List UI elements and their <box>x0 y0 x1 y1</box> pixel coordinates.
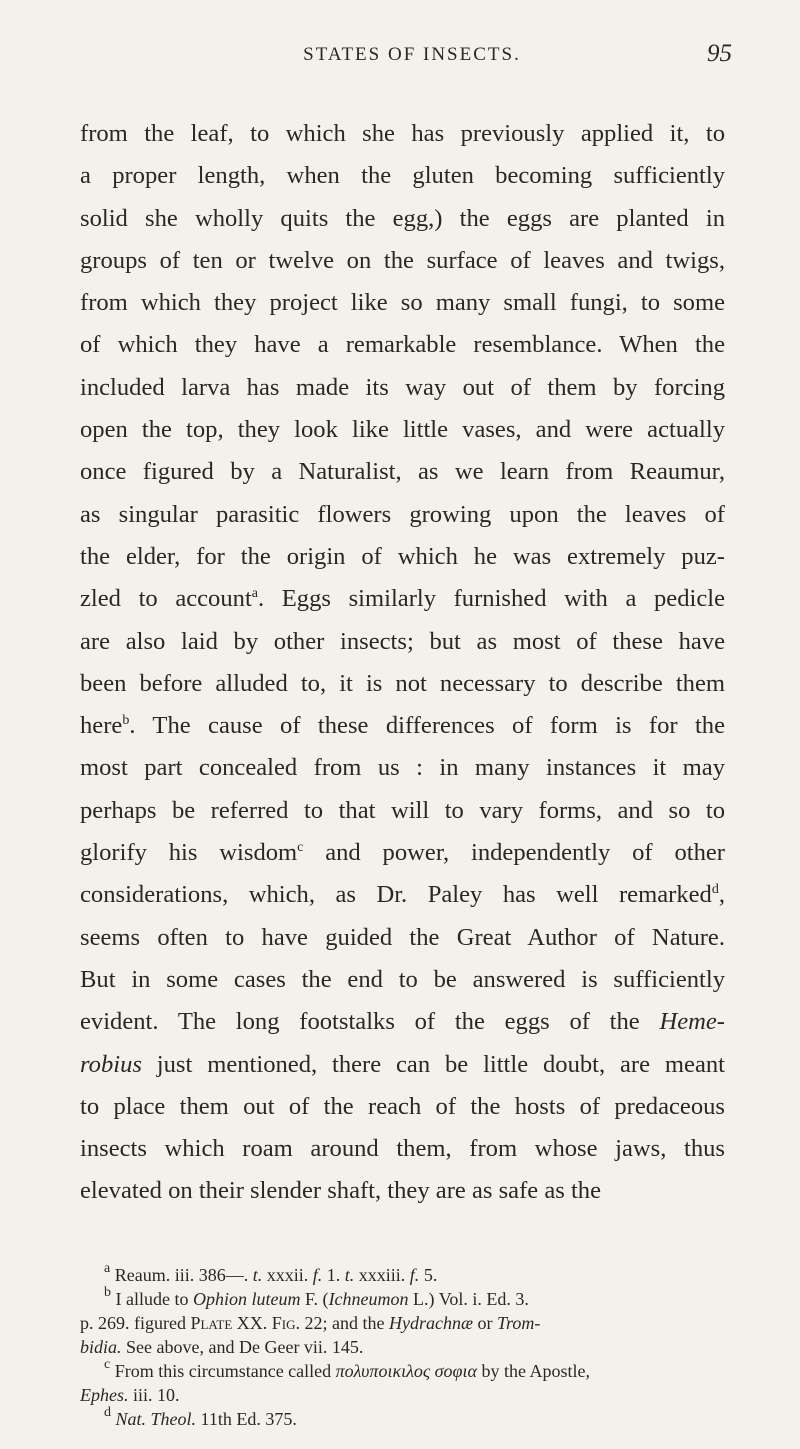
footnote-b: $^b$ I allude to Ophion luteum F. (Ichneumon L.) Vol. i. Ed. 3. <box>104 1285 529 1309</box>
page-header <box>112 40 732 80</box>
body-line <box>80 1001 725 1043</box>
running-head: STATES OF INSECTS. <box>303 44 521 65</box>
body-fragment: zled to account <box>80 585 252 613</box>
body-line <box>80 1044 725 1086</box>
page-number: 95 <box>707 40 732 67</box>
body-fragment: , <box>718 881 725 909</box>
body-line: are also laid by other insects; but as most of these have <box>80 627 725 655</box>
footnote-mark: b <box>104 1285 111 1300</box>
body-line: elevated on their slender shaft, they are as safe as the <box>80 1177 602 1205</box>
body-line: included larva has made its way out of them by forcing <box>80 373 725 401</box>
body-fragment: considerations, which, as Dr. Paley has well remarked <box>80 881 712 909</box>
body-line: from the leaf, to which she has previously applied it, to <box>80 120 725 147</box>
body-line: perhaps be referred to that will to vary forms, and so to <box>80 796 725 824</box>
body-fragment: . The cause of these differences of form is for the <box>129 712 725 740</box>
footnote-c: $^c$ From this circumstance called πολυποικιλος σοφια by the Apostle, <box>104 1357 590 1381</box>
footnote-c-cont: Ephes. iii. 10. <box>80 1385 180 1405</box>
italic-genus: Heme- <box>659 1008 725 1036</box>
body-line <box>80 874 725 916</box>
body-line: to place them out of the reach of the hosts of predaceous <box>80 1092 725 1120</box>
body-line: a proper length, when the gluten becoming sufficiently <box>80 162 725 190</box>
footnote-ref-b[interactable]: b <box>122 713 130 729</box>
footnote-ref-d[interactable]: d <box>711 882 719 898</box>
body-fragment: here <box>80 712 123 740</box>
footnote-ref-c[interactable]: c <box>297 840 304 856</box>
body-line <box>80 832 725 874</box>
footnote-mark: c <box>104 1357 111 1372</box>
body-line: been before alluded to, it is not necessary to describe them <box>80 669 725 697</box>
footnote-d: $^d$ Nat. Theol. 11th Ed. 375. <box>104 1405 297 1429</box>
body-line: as singular parasitic flowers growing upon the leaves of <box>80 500 725 528</box>
body-line: solid she wholly quits the egg,) the eggs are planted in <box>80 204 725 232</box>
body-line: most part concealed from us : in many instances it may <box>80 754 725 782</box>
body-line: But in some cases the end to be answered is sufficiently <box>80 965 725 993</box>
footnote-b-cont: bidia. See above, and De Geer vii. 145. <box>80 1337 364 1357</box>
footnote-a: $^a$ Reaum. iii. 386—. t. xxxii. f. 1. t. xxxiii. f. 5. <box>104 1261 438 1285</box>
body-line <box>80 578 725 620</box>
body-fragment: just mentioned, there can be little doubt, are meant <box>141 1050 725 1078</box>
body-line: insects which roam around them, from whose jaws, thus <box>80 1135 725 1163</box>
body-fragment: . Eggs similarly furnished with a pedicle <box>258 585 725 613</box>
footnotes <box>80 1263 725 1431</box>
body-line: open the top, they look like little vases, and were actually <box>80 416 725 444</box>
body-line <box>80 705 725 747</box>
body-line: groups of ten or twelve on the surface of leaves and twigs, <box>80 246 725 274</box>
body-line: seems often to have guided the Great Author of Nature. <box>80 923 725 951</box>
body-line: of which they have a remarkable resemblance. When the <box>80 331 725 359</box>
body-fragment: glorify his wisdom <box>80 839 298 867</box>
footnote-ref-a[interactable]: a <box>251 586 259 602</box>
body-line: the elder, for the origin of which he was extremely puz- <box>80 542 725 570</box>
body-fragment: and power, independently of other <box>303 839 725 867</box>
footnote-mark: a <box>104 1261 111 1276</box>
body-line: from which they project like so many small fungi, to some <box>80 289 725 317</box>
footnote-mark: d <box>104 1405 111 1420</box>
footnote-b-cont: p. 269. figured Plate XX. Fig. 22; and the Hydrachnæ or Trom- <box>80 1313 541 1333</box>
body-text <box>80 113 725 1213</box>
body-line: once figured by a Naturalist, as we learn from Reaumur, <box>80 458 725 486</box>
italic-genus: robius <box>80 1050 142 1078</box>
body-fragment: evident. The long footstalks of the eggs of the <box>80 1008 660 1036</box>
